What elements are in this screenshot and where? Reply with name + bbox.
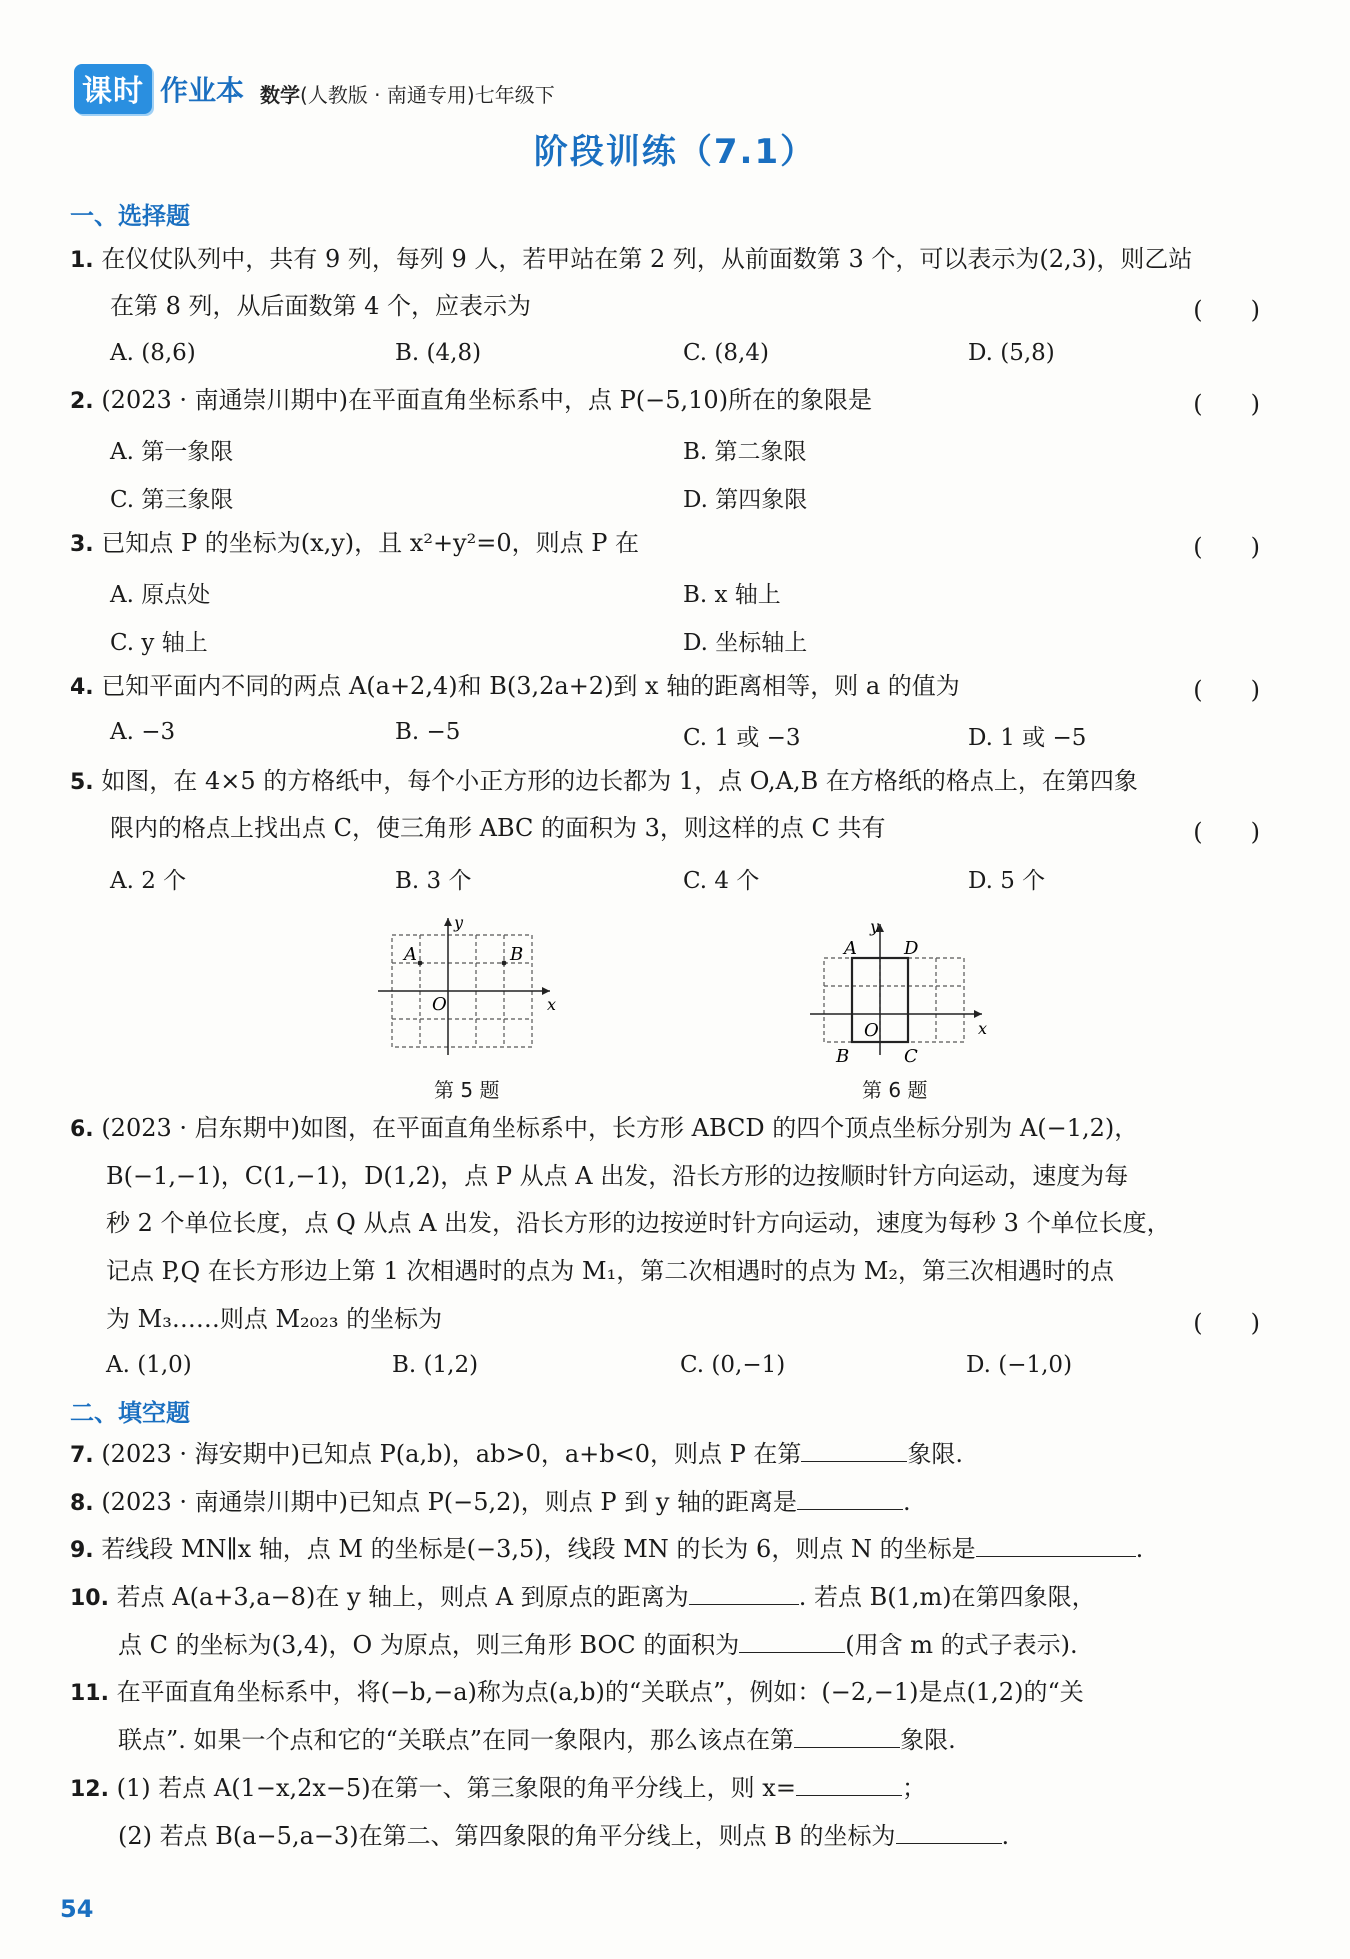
fig6-label-a: A (844, 938, 857, 959)
q11-line2 (118, 1724, 956, 1756)
q3-option-a: A. 原点处 (110, 582, 211, 608)
q2-option-c: C. 第三象限 (110, 487, 234, 513)
q6-answer-paren: ( ) (1193, 1309, 1260, 1337)
q10-text1: 若点 A(a+3,a−8)在 y 轴上，则点 A 到原点的距离为 (116, 1583, 689, 1611)
q4-text1: 已知平面内不同的两点 A(a+2,4)和 B(3,2a+2)到 x 轴的距离相等，则 a 的值为 (101, 672, 960, 700)
q12-text1: (1) 若点 A(1−x,2x−5)在第一、第三象限的角平分线上，则 x= (116, 1774, 796, 1802)
q7-line (70, 1438, 963, 1472)
q6-line5: 为 M₃……则点 M₂₀₂₃ 的坐标为 (106, 1305, 443, 1333)
page-number: 54 (60, 1895, 94, 1923)
q4-option-d: D. 1 或 −5 (968, 725, 1087, 751)
q2-number: 2. (70, 389, 94, 414)
q9-line (70, 1533, 1143, 1567)
q9-blank[interactable] (976, 1534, 1136, 1557)
q5-answer-paren: ( ) (1193, 818, 1260, 846)
subject-edition: (人教版 · 南通专用)七年级下 (300, 83, 555, 107)
q6-text1: (2023 · 启东期中)如图，在平面直角坐标系中，长方形 ABCD 的四个顶点坐标分别为 A(−1,2)， (101, 1114, 1139, 1142)
q1-option-d: D. (5,8) (968, 340, 1055, 366)
fig6-label-c: C (904, 1046, 918, 1067)
q5-number: 5. (70, 770, 94, 795)
figure-6 (800, 910, 1000, 1070)
q12-text2: ； (901, 1774, 926, 1802)
q1-line1 (70, 243, 1192, 277)
q7-text: (2023 · 海安期中)已知点 P(a,b)，ab>0，a+b<0，则点 P 在第 (101, 1440, 802, 1468)
q2-line1 (70, 384, 872, 418)
q12-text3: (2) 若点 B(a−5,a−3)在第二、第四象限的角平分线上，则点 B 的坐标为 (118, 1822, 896, 1850)
q11-text3: 象限. (900, 1726, 956, 1754)
q6-option-c: C. (0,−1) (680, 1352, 786, 1378)
q3-number: 3. (70, 532, 94, 557)
q11-line1 (70, 1676, 1084, 1710)
q7-blank[interactable] (801, 1439, 907, 1462)
q3-option-c: C. y 轴上 (110, 630, 208, 656)
section-fill: 二、填空题 (70, 1399, 190, 1427)
q1-line2: 在第 8 列，从后面数第 4 个，应表示为 (110, 292, 532, 320)
q5-option-c: C. 4 个 (683, 868, 760, 894)
q5-text1: 如图，在 4×5 的方格纸中，每个小正方形的边长都为 1，点 O,A,B 在方格纸的格点上，在第四象 (101, 767, 1138, 795)
q7-text-end: 象限. (907, 1440, 964, 1468)
q3-line1 (70, 527, 639, 561)
q8-text-end: . (903, 1488, 911, 1516)
figure-5 (370, 910, 570, 1060)
q10-blank2[interactable] (739, 1630, 845, 1653)
q5-option-b: B. 3 个 (395, 868, 472, 894)
q1-text1: 在仪仗队列中，共有 9 列，每列 9 人，若甲站在第 2 列，从前面数第 3 个，可以表示为(2,3)，则乙站 (101, 245, 1193, 273)
q8-line (70, 1486, 911, 1520)
q5-line2: 限内的格点上找出点 C，使三角形 ABC 的面积为 3，则这样的点 C 共有 (110, 814, 886, 842)
fig6-label-o: O (864, 1020, 879, 1041)
q1-option-b: B. (4,8) (395, 340, 482, 366)
q12-line2 (118, 1820, 1009, 1852)
q3-option-d: D. 坐标轴上 (683, 630, 808, 656)
q6-option-b: B. (1,2) (392, 1352, 479, 1378)
q6-line1 (70, 1112, 1138, 1146)
q11-number: 11. (70, 1681, 109, 1706)
q5-line1 (70, 765, 1138, 799)
section-choice: 一、选择题 (70, 202, 190, 230)
q5-option-a: A. 2 个 (110, 868, 187, 894)
fig6-grid (824, 958, 964, 1042)
q7-number: 7. (70, 1443, 94, 1468)
q12-blank1[interactable] (796, 1773, 902, 1796)
fig5-point-b (502, 961, 507, 966)
fig5-label-o: O (432, 994, 447, 1015)
fig5-label-a: A (404, 944, 417, 965)
page-title: 阶段训练（7.1） (533, 132, 817, 172)
q9-number: 9. (70, 1538, 94, 1563)
q6-line3: 秒 2 个单位长度，点 Q 从点 A 出发，沿长方形的边按逆时针方向运动，速度为每秒 3 个单位长度， (106, 1209, 1171, 1237)
q11-text1: 在平面直角坐标系中，将(−b,−a)称为点(a,b)的“关联点”，例如：(−2,−1)是点(1,2)的“关 (116, 1678, 1084, 1706)
q5-option-d: D. 5 个 (968, 868, 1046, 894)
fig5-label-x: x (547, 995, 557, 1014)
fig5-x-arrow (542, 987, 550, 995)
q3-answer-paren: ( ) (1193, 533, 1260, 561)
q4-number: 4. (70, 675, 94, 700)
q4-option-c: C. 1 或 −3 (683, 725, 801, 751)
q1-answer-paren: ( ) (1193, 296, 1260, 324)
q10-text3: 点 C 的坐标为(3,4)，O 为原点，则三角形 BOC 的面积为 (118, 1631, 740, 1659)
q4-option-b: B. −5 (395, 719, 461, 745)
q6-option-a: A. (1,0) (106, 1352, 192, 1378)
q2-text1: (2023 · 南通崇川期中)在平面直角坐标系中，点 P(−5,10)所在的象限是 (101, 386, 873, 414)
q1-number: 1. (70, 248, 94, 273)
fig5-y-arrow (444, 918, 452, 926)
q1-option-a: A. (8,6) (110, 340, 196, 366)
q8-blank[interactable] (797, 1487, 903, 1510)
logo-text: 作业本 (160, 74, 245, 107)
q4-option-a: A. −3 (110, 719, 176, 745)
header (74, 66, 555, 114)
q10-text2: . 若点 B(1,m)在第四象限， (798, 1583, 1096, 1611)
q10-blank1[interactable] (689, 1582, 799, 1605)
q10-line1 (70, 1581, 1096, 1615)
q3-text1: 已知点 P 的坐标为(x,y)，且 x²+y²=0，则点 P 在 (101, 529, 640, 557)
q2-option-a: A. 第一象限 (110, 439, 234, 465)
fig6-label-y: y (870, 917, 880, 936)
q11-text2: 联点”. 如果一个点和它的“关联点”在同一象限内，那么该点在第 (118, 1726, 795, 1754)
q12-line1 (70, 1772, 926, 1806)
q4-answer-paren: ( ) (1193, 676, 1260, 704)
q2-answer-paren: ( ) (1193, 390, 1260, 418)
logo-box: 课时 (74, 64, 152, 114)
fig6-label-x: x (978, 1019, 988, 1038)
q6-number: 6. (70, 1117, 94, 1142)
logo (74, 64, 244, 114)
q1-option-c: C. (8,4) (683, 340, 769, 366)
q8-text: (2023 · 南通崇川期中)已知点 P(−5,2)，则点 P 到 y 轴的距离是 (101, 1488, 798, 1516)
q2-option-d: D. 第四象限 (683, 487, 808, 513)
q10-line2 (118, 1629, 1078, 1661)
q9-text: 若线段 MN∥x 轴，点 M 的坐标是(−3,5)，线段 MN 的长为 6，则点 N 的坐标是 (101, 1535, 976, 1563)
fig5-label-y: y (454, 913, 464, 932)
q12-text4: . (1001, 1822, 1010, 1850)
fig6-x-arrow (974, 1010, 982, 1018)
q11-blank[interactable] (794, 1725, 900, 1748)
fig5-point-a (418, 961, 423, 966)
q12-blank2[interactable] (896, 1821, 1002, 1844)
q3-option-b: B. x 轴上 (683, 582, 781, 608)
q6-line4: 记点 P,Q 在长方形边上第 1 次相遇时的点为 M₁，第二次相遇时的点为 M₂，第三次相遇时的点 (106, 1257, 1115, 1285)
q8-number: 8. (70, 1491, 94, 1516)
fig6-label-b: B (836, 1046, 850, 1067)
fig6-caption: 第 6 题 (862, 1078, 928, 1102)
fig5-label-b: B (510, 944, 524, 965)
subject-line (260, 79, 555, 108)
subject-name: 数学 (260, 83, 301, 107)
q9-text-end: . (1135, 1535, 1144, 1563)
q10-text4: (用含 m 的式子表示). (845, 1631, 1078, 1659)
q4-line1 (70, 670, 960, 704)
q12-number: 12. (70, 1777, 109, 1802)
q2-option-b: B. 第二象限 (683, 439, 807, 465)
q6-line2: B(−1,−1)，C(1,−1)，D(1,2)，点 P 从点 A 出发，沿长方形的边按顺时针方向运动，速度为每 (106, 1162, 1129, 1190)
q10-number: 10. (70, 1586, 109, 1611)
q6-option-d: D. (−1,0) (966, 1352, 1073, 1378)
fig5-caption: 第 5 题 (434, 1078, 500, 1102)
fig6-label-d: D (904, 938, 919, 959)
